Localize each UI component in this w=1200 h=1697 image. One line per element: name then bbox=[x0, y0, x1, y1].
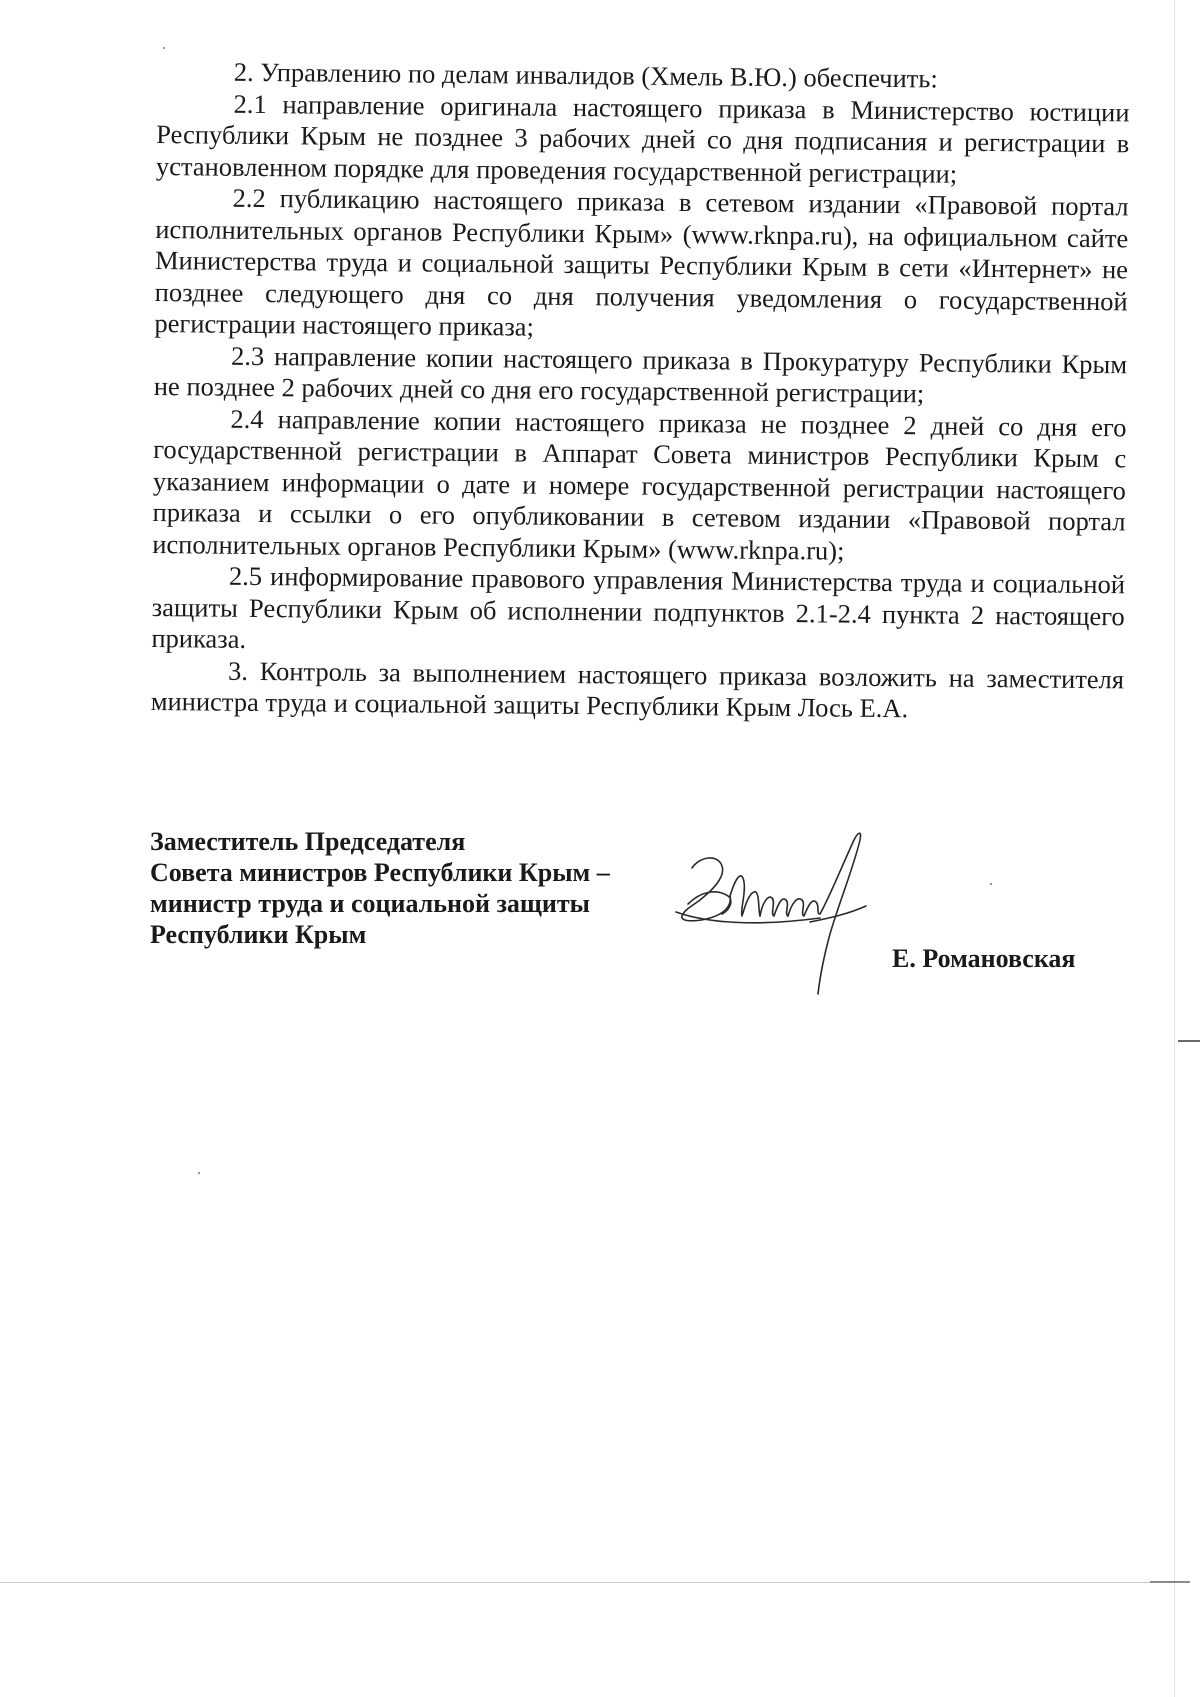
signer-name: Е. Романовская bbox=[892, 944, 1076, 973]
signer-position-line: Заместитель Председателя bbox=[150, 827, 466, 856]
paragraph-item-2-3: 2.3 направление копии настоящего приказа в Прокуратуру Республики Крым не позднее 2 рабочих дней со дня его государственной регистрации; bbox=[153, 340, 1128, 409]
scan-edge-line bbox=[1174, 0, 1175, 1697]
paragraph-item-2-4: 2.4 направление копии настоящего приказа не позднее 2 дней со дня его государственной регистрации в Аппарат Совета министров Республики Крым с указанием информации о дате и номере государственной регистрации настоящего приказа и ссылки о его опубликовании в сетевом издании «Правовой портал исполнительных органов Республики Крым» (www.rknpa.ru); bbox=[152, 403, 1127, 566]
handwritten-signature-icon bbox=[670, 826, 890, 1001]
paragraph-item-2-1: 2.1 направление оригинала настоящего приказа в Министерство юстиции Республики Крым не позднее 3 рабочих дней со дня подписания и регистрации в установленном порядке для проведения государственной регистрации; bbox=[155, 88, 1130, 189]
scan-speck bbox=[198, 1172, 200, 1174]
signer-position-line: Республики Крым bbox=[150, 920, 367, 949]
signer-position bbox=[150, 826, 610, 950]
scan-edge-line bbox=[0, 1582, 1168, 1583]
signer-position-line: министр труда и социальной защиты bbox=[150, 889, 590, 918]
paragraph-item-3: 3. Контроль за выполнением настоящего приказа возложить на заместителя министра труда и социальной защиты Республики Крым Лось Е.А. bbox=[150, 655, 1125, 724]
scan-speck bbox=[990, 883, 992, 885]
signer-position-line: Совета министров Республики Крым – bbox=[150, 858, 610, 887]
document-body bbox=[151, 56, 1130, 727]
signature-block bbox=[150, 826, 1130, 1006]
scan-speck bbox=[163, 47, 165, 49]
paragraph-item-2-5: 2.5 информирование правового управления Министерства труда и социальной защиты Республики Крым об исполнении подпунктов 2.1-2.4 пункта 2 настоящего приказа. bbox=[151, 560, 1126, 654]
paragraph-item-2: 2. Управлению по делам инвалидов (Хмель В.Ю.) обеспечить: bbox=[233, 56, 938, 94]
paragraph-item-2-2: 2.2 публикацию настоящего приказа в сетевом издании «Правовой портал исполнительных органов Республики Крым» (www.rknpa.ru), на официальном сайте Министерства труда и социальной защиты Республики Крым в сети «Интернет» не позднее следующего дня со дня получения уведомления о государственной регистрации настоящего приказа; bbox=[154, 182, 1129, 342]
scan-edge-mark bbox=[1150, 1581, 1190, 1583]
scan-edge-mark bbox=[1178, 1040, 1200, 1042]
